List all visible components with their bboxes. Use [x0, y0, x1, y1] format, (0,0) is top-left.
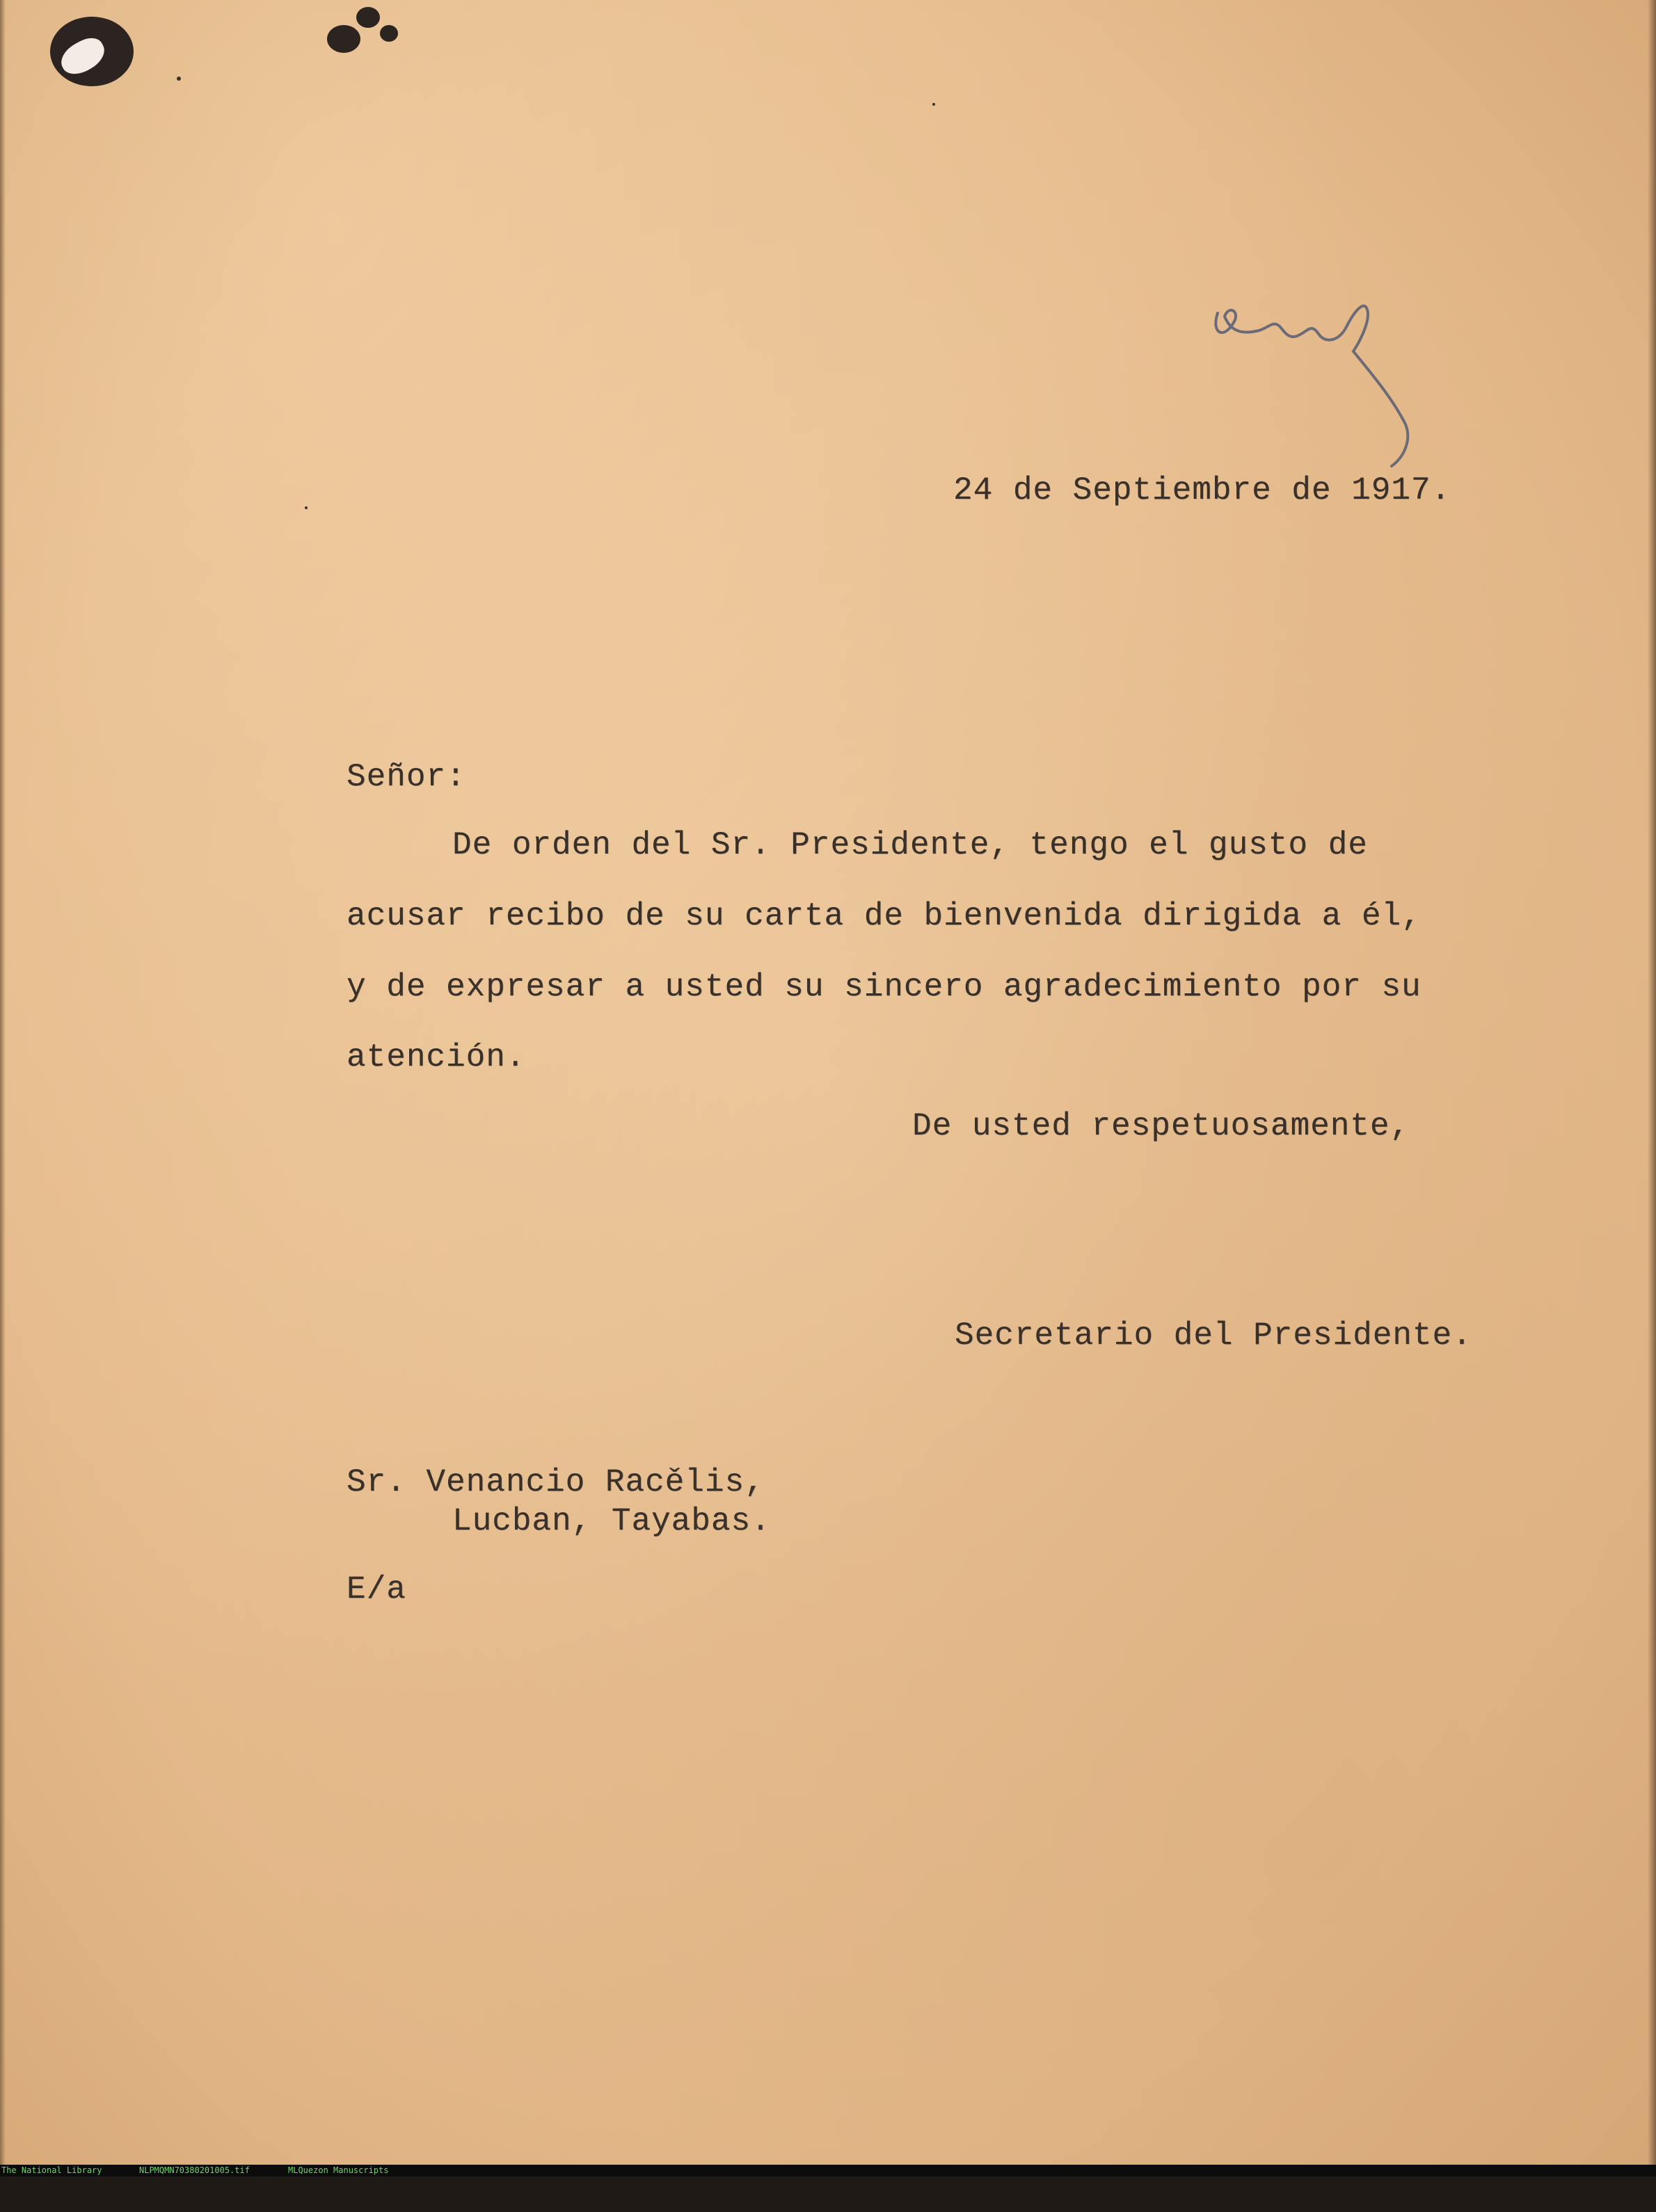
ink-blot: [380, 25, 398, 42]
body-line: y de expresar a usted su sincero agradecimiento por su: [347, 969, 1422, 1005]
body-line: acusar recibo de su carta de bienvenida dirigida a él,: [347, 898, 1422, 934]
addressee-location: Lucban, Tayabas.: [452, 1503, 771, 1539]
body-line: atención.: [347, 1039, 526, 1075]
signature-title: Secretario del Presidente.: [955, 1317, 1472, 1354]
paper-right-edge: [1648, 0, 1656, 2165]
paper-speck: [177, 77, 181, 81]
scan-footer-bar: [0, 2165, 1656, 2177]
ink-blot: [327, 25, 360, 53]
body-line: De orden del Sr. Presidente, tengo el gusto de: [452, 827, 1368, 863]
footer-collection: MLQuezon Manuscripts: [288, 2165, 389, 2175]
typist-initials: E/a: [347, 1571, 406, 1608]
footer-file-name: NLPMQMN70380201005.tif: [139, 2165, 250, 2175]
paper-speck: [305, 506, 308, 509]
closing: De usted respetuosamente,: [912, 1108, 1410, 1144]
letter-date: 24 de Septiembre de 1917.: [953, 472, 1451, 508]
salutation: Señor:: [347, 759, 466, 795]
footer-library: The National Library: [1, 2165, 102, 2175]
punch-hole-stain: [50, 17, 134, 86]
ink-blot: [356, 7, 380, 28]
paper-speck: [932, 103, 935, 106]
paper-left-edge: [0, 0, 6, 2165]
addressee-name: Sr. Venancio Racělis,: [347, 1464, 765, 1500]
handwritten-initials-mark: [1204, 292, 1440, 501]
